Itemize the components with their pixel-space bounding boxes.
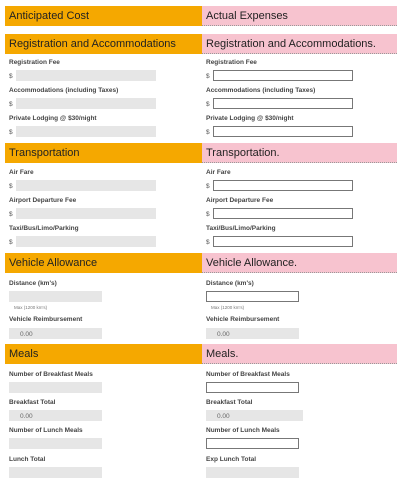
registration-fee-input[interactable] (16, 70, 156, 81)
section-registration-header: Registration and Accommodations. (202, 34, 397, 54)
accommodations-input[interactable] (16, 98, 156, 109)
distance-label: Distance (km's) (9, 280, 57, 287)
section-transportation-header: Transportation. (202, 143, 397, 163)
currency-symbol: $ (206, 239, 210, 246)
distance-label: Distance (km's) (206, 280, 254, 287)
currency-symbol: $ (206, 183, 210, 190)
section-meals-header: Meals (5, 344, 202, 364)
currency-symbol: $ (9, 211, 13, 218)
lunch-total-value (9, 467, 102, 478)
airport-departure-input[interactable] (16, 208, 156, 219)
currency-symbol: $ (206, 73, 210, 80)
registration-fee-input[interactable] (213, 70, 353, 81)
lunch-meals-input[interactable] (9, 438, 102, 449)
lunch-total-label: Exp Lunch Total (206, 456, 257, 463)
max-distance-hint: Max (1200 km's) (211, 305, 245, 310)
currency-symbol: $ (9, 101, 13, 108)
currency-symbol: $ (9, 129, 13, 136)
airport-departure-label: Airport Departure Fee (206, 197, 274, 204)
registration-fee-label: Registration Fee (9, 59, 60, 66)
currency-symbol: $ (206, 101, 210, 108)
max-distance-hint: Max (1200 km's) (14, 305, 48, 310)
currency-symbol: $ (9, 183, 13, 190)
vehicle-reimbursement-label: Vehicle Reimbursement (9, 316, 83, 323)
taxi-label: Taxi/Bus/Limo/Parking (9, 225, 79, 232)
vehicle-reimbursement-value: 0.00 (206, 328, 299, 339)
air-fare-label: Air Fare (206, 169, 231, 176)
lunch-total-value (206, 467, 299, 478)
breakfast-meals-input[interactable] (9, 382, 102, 393)
air-fare-label: Air Fare (9, 169, 34, 176)
air-fare-input[interactable] (16, 180, 156, 191)
airport-departure-input[interactable] (213, 208, 353, 219)
registration-fee-label: Registration Fee (206, 59, 257, 66)
currency-symbol: $ (9, 239, 13, 246)
section-vehicle-header: Vehicle Allowance. (202, 253, 397, 273)
currency-symbol: $ (206, 129, 210, 136)
breakfast-total-value: 0.00 (206, 410, 303, 421)
taxi-input[interactable] (213, 236, 353, 247)
private-lodging-label: Private Lodging @ $30/night (9, 115, 97, 122)
currency-symbol: $ (206, 211, 210, 218)
airport-departure-label: Airport Departure Fee (9, 197, 77, 204)
vehicle-reimbursement-value: 0.00 (9, 328, 102, 339)
private-lodging-input[interactable] (16, 126, 156, 137)
lunch-meals-label: Number of Lunch Meals (9, 427, 83, 434)
private-lodging-label: Private Lodging @ $30/night (206, 115, 294, 122)
breakfast-meals-label: Number of Breakfast Meals (9, 371, 93, 378)
lunch-meals-label: Number of Lunch Meals (206, 427, 280, 434)
distance-input[interactable] (206, 291, 299, 302)
accommodations-input[interactable] (213, 98, 353, 109)
lunch-total-label: Lunch Total (9, 456, 46, 463)
currency-symbol: $ (9, 73, 13, 80)
accommodations-label: Accommodations (including Taxes) (9, 87, 119, 94)
air-fare-input[interactable] (213, 180, 353, 191)
distance-input[interactable] (9, 291, 102, 302)
accommodations-label: Accommodations (including Taxes) (206, 87, 316, 94)
taxi-input[interactable] (16, 236, 156, 247)
anticipated-cost-header: Anticipated Cost (5, 6, 202, 26)
section-meals-header: Meals. (202, 344, 397, 364)
breakfast-meals-label: Number of Breakfast Meals (206, 371, 290, 378)
vehicle-reimbursement-label: Vehicle Reimbursement (206, 316, 280, 323)
section-transportation-header: Transportation (5, 143, 202, 163)
breakfast-total-value: 0.00 (9, 410, 102, 421)
breakfast-total-label: Breakfast Total (206, 399, 253, 406)
lunch-meals-input[interactable] (206, 438, 299, 449)
private-lodging-input[interactable] (213, 126, 353, 137)
section-vehicle-header: Vehicle Allowance (5, 253, 202, 273)
actual-expenses-header: Actual Expenses (202, 6, 397, 26)
breakfast-meals-input[interactable] (206, 382, 299, 393)
section-registration-header: Registration and Accommodations (5, 34, 202, 54)
taxi-label: Taxi/Bus/Limo/Parking (206, 225, 276, 232)
breakfast-total-label: Breakfast Total (9, 399, 56, 406)
